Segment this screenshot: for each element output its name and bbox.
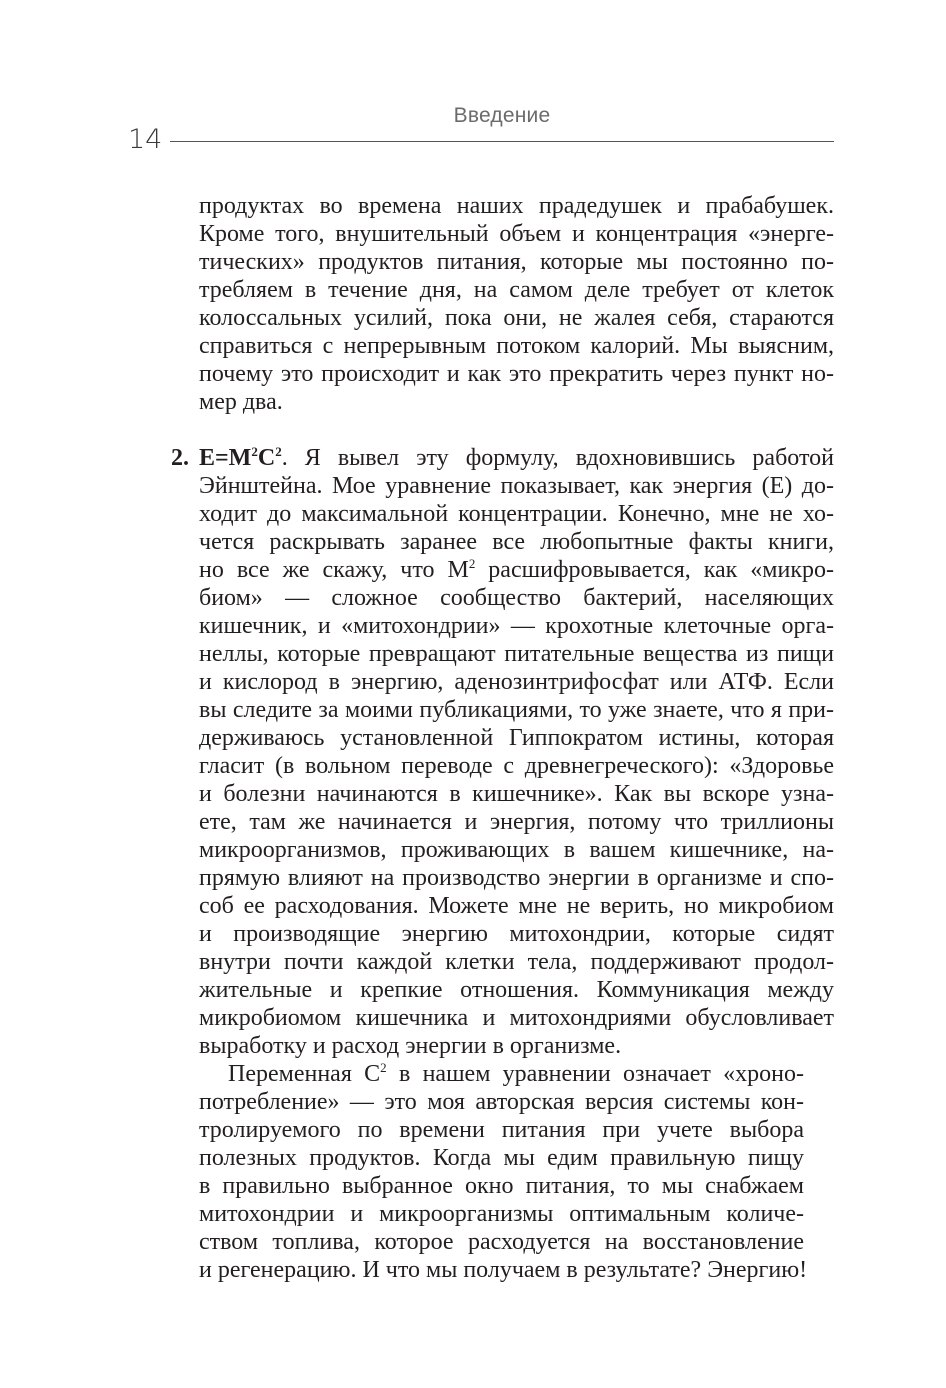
text-line: тролируемого по времени питания при учете выбора (199, 1117, 804, 1143)
formula (199, 445, 282, 471)
text-fragment: . Я вывел эту формулу, вдохновившись работой (281, 445, 834, 471)
text-line: ете, там же начинается и энергия, потому что триллионы (199, 809, 834, 835)
text-line: микроорганизмов, проживающих в вашем кишечнике, на- (199, 837, 834, 863)
paragraph-c2 (199, 1060, 808, 1284)
text-line: и болезни начинаются в кишечнике». Как вы вскоре узна- (199, 781, 834, 807)
text-line: биом» — сложное сообщество бактерий, населяющих (199, 585, 834, 611)
text-line: и кислород в энергию, аденозинтрифосфат или АТФ. Если (199, 669, 834, 695)
text-line: ством топлива, которое расходуется на восстановление (199, 1229, 804, 1255)
text-fragment: Переменная C (228, 1061, 381, 1087)
text-line: чется раскрывать заранее все любопытные факты книги, (199, 529, 834, 555)
text-line: полезных продуктов. Когда мы едим правильную пищу (199, 1145, 804, 1171)
formula-part: E=M (199, 445, 252, 471)
text-line: в правильно выбранное окно питания, то мы снабжаем (199, 1173, 804, 1199)
exponent: 2 (468, 556, 476, 571)
text-line: неллы, которые превращают питательные вещества из пищи (199, 641, 834, 667)
text-line: внутри почти каждой клетки тела, поддерживают продол- (199, 949, 834, 975)
text-line: Эйнштейна. Мое уравнение показывает, как энергия (E) до- (199, 473, 834, 499)
text-line: справиться с непрерывным потоком калорий. Мы выясним, (199, 333, 834, 359)
text-line: продуктах во времена наших прадедушек и прабабушек. (199, 193, 834, 219)
text-fragment: расшифровывается, как «микро- (475, 557, 834, 583)
text-line: микробиомом кишечника и митохондриями обусловливает (199, 1005, 834, 1031)
text-line: и регенерацию. И что мы получаем в результате? Энергию! (199, 1257, 808, 1283)
text-fragment: в нашем уравнении означает «хроно- (386, 1061, 804, 1087)
formula-part: C (257, 445, 276, 471)
text-line: гласит (в вольном переводе с древнегреческого): «Здоровье (199, 753, 834, 779)
list-item-2-text (199, 444, 834, 1060)
list-item-number: 2. (171, 445, 189, 471)
text-line: митохондрии и микроорганизмы оптимальным количе- (199, 1201, 804, 1227)
text-line: Кроме того, внушительный объем и концентрация «энерге- (199, 221, 834, 247)
text-line: выработку и расход энергии в организме. (199, 1033, 622, 1059)
text-line: тических» продуктов питания, которые мы постоянно по- (199, 249, 834, 275)
header-rule (170, 141, 834, 142)
text-line (199, 444, 834, 472)
text-line: мер два. (199, 389, 283, 415)
text-line: соб ее расходования. Можете мне не верить, но микробиом (199, 893, 834, 919)
text-line: почему это происходит и как это прекратить через пункт но- (199, 361, 834, 387)
formula-exponent: 2 (251, 444, 258, 459)
running-head-title: Введение (453, 104, 551, 127)
text-line: потребление» — это моя авторская версия системы кон- (199, 1089, 804, 1115)
page-number: 14 (128, 124, 163, 155)
text-line: держиваюсь установленной Гиппократом истины, которая (199, 725, 834, 751)
text-line: вы следите за моими публикациями, то уже знаете, что я при- (199, 697, 834, 723)
text-line: прямую влияют на производство энергии в организме и спо- (199, 865, 834, 891)
text-line: жительные и крепкие отношения. Коммуникация между (199, 977, 834, 1003)
text-line: колоссальных усилий, пока они, не жалея себя, стараются (199, 305, 834, 331)
text-line: и производящие энергию митохондрии, которые сидят (199, 921, 834, 947)
exponent: 2 (380, 1060, 387, 1075)
formula-exponent: 2 (275, 444, 282, 459)
text-fragment: но все же скажу, что M (199, 557, 469, 583)
text-line: кишечник, и «митохондрии» — крохотные клеточные орга- (199, 613, 834, 639)
paragraph-continuation (199, 192, 834, 416)
text-line (199, 1060, 804, 1088)
text-line: требляем в течение дня, на самом деле требует от клеток (199, 277, 834, 303)
text-line: ходит до максимальной концентрации. Конечно, мне не хо- (199, 501, 834, 527)
text-line (199, 556, 834, 584)
